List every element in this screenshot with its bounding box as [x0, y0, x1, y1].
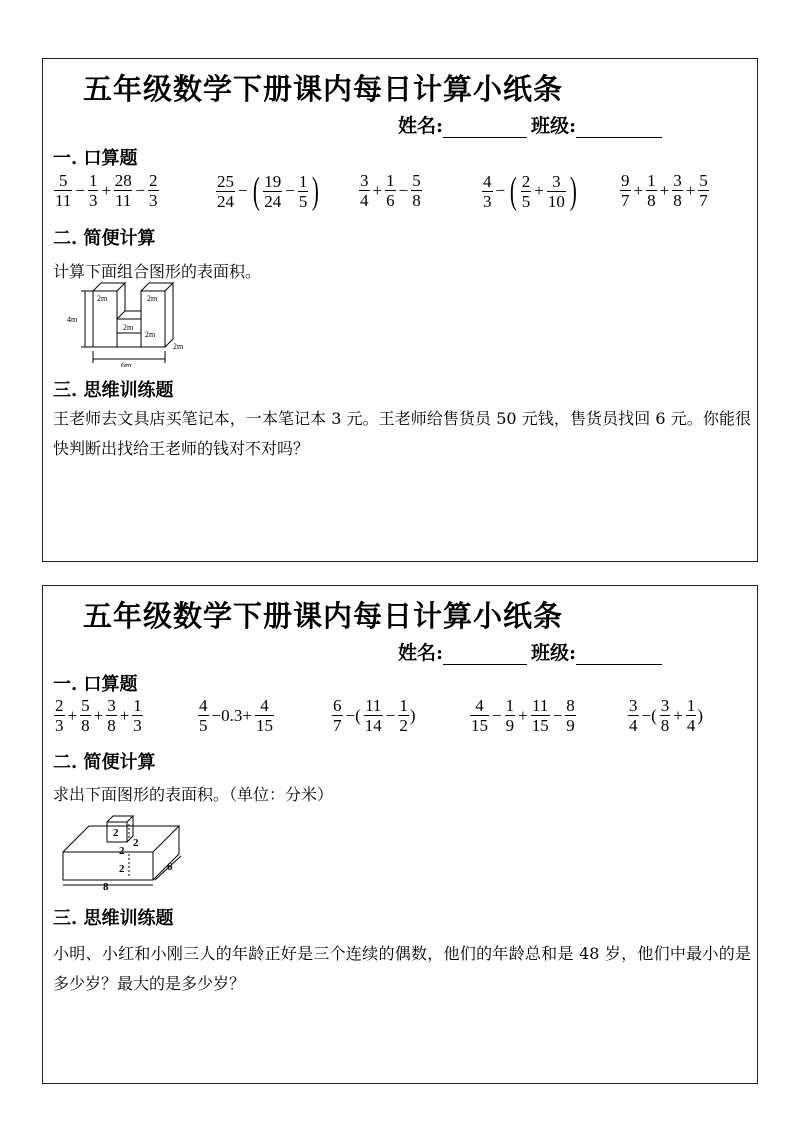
label-width: 8 — [103, 881, 109, 890]
card-title: 五年级数学下册课内每日计算小纸条 — [83, 599, 564, 633]
word-problem: 小明、小红和小刚三人的年龄正好是三个连续的偶数，他们的年龄总和是 48 岁，他们中最小的是多少岁？最大的是多少岁？ — [53, 944, 751, 993]
fraction: $\frac{28}{11}$ — [114, 171, 132, 210]
task-prompt: 计算下面组合图形的表面积。 — [53, 262, 262, 281]
fraction: $\frac{25}{24}$ — [217, 171, 234, 211]
fraction: $\frac{1}{3}$ — [88, 171, 98, 210]
label-middle: 2m — [123, 323, 134, 332]
expression-2: $\frac{25}{24}$ − ( $\frac{19}{24}$ − $\frac{1}{5}$ ) — [217, 170, 320, 212]
expression-4: $\frac{4}{3}$ − ( $\frac{2}{5}$ + $\frac{3}{10}$ ) — [483, 170, 577, 212]
class-label: 班级: — [531, 642, 577, 664]
expression-3: $\frac{6}{7}$ −( $\frac{11}{14}$ − $\frac{1}{2}$ ) — [333, 696, 416, 735]
label-a: 2 — [133, 837, 139, 849]
section-oral-calc: 一. 口算题 — [53, 148, 138, 169]
name-class-line — [398, 638, 662, 665]
name-class-line — [398, 111, 662, 138]
section-simplified-calc: 二. 简便计算 — [53, 752, 156, 773]
label-inner: 2m — [145, 330, 156, 339]
label-cube: 2 — [113, 827, 119, 839]
label-top-left: 2m — [97, 294, 108, 303]
fraction: $\frac{1}{6}$ — [386, 171, 395, 210]
expression-3: $\frac{3}{4}$ + $\frac{1}{6}$ − $\frac{5}{8}$ — [360, 171, 421, 210]
fraction: $\frac{3}{10}$ — [547, 171, 565, 211]
section-oral-calc: 一. 口算题 — [53, 674, 138, 695]
label-top-right: 2m — [147, 294, 158, 303]
expression-5: $\frac{9}{7}$ + $\frac{1}{8}$ + $\frac{3}{8}$ + $\frac{5}{7}$ — [621, 171, 708, 210]
section-thinking: 三. 思维训练题 — [53, 380, 174, 401]
word-problem: 王老师去文具店买笔记本，一本笔记本 3 元。王老师给售货员 50 元钱，售货员找回 6 元。你能很快判断出找给王老师的钱对不对吗？ — [53, 409, 751, 458]
label-c: 2 — [119, 863, 125, 875]
expression-1: $\frac{5}{11}$ − $\frac{1}{3}$ + $\frac{28}{11}$ − $\frac{2}{3}$ — [55, 171, 158, 210]
worksheet-card-2 — [42, 585, 758, 1084]
cuboid-with-cube-figure — [55, 812, 215, 890]
class-field[interactable] — [576, 119, 662, 138]
fraction: $\frac{2}{5}$ — [521, 171, 531, 211]
fraction: $\frac{1}{5}$ — [298, 171, 308, 211]
fraction: $\frac{2}{3}$ — [149, 171, 158, 210]
expression-2: $\frac{4}{5}$ −0.3+ $\frac{4}{15}$ — [199, 696, 273, 735]
section-simplified-calc: 二. 简便计算 — [53, 228, 156, 249]
fraction: $\frac{5}{8}$ — [412, 171, 421, 210]
fraction: $\frac{3}{8}$ — [673, 171, 682, 210]
label-depth: 2m — [173, 342, 184, 351]
name-label: 姓名: — [398, 115, 444, 137]
class-label: 班级: — [531, 115, 577, 137]
fraction: $\frac{1}{8}$ — [647, 171, 656, 210]
class-field[interactable] — [576, 646, 662, 665]
worksheet-card-1 — [42, 58, 758, 562]
expression-1: $\frac{2}{3}$ + $\frac{5}{8}$ + $\frac{3}{8}$ + $\frac{1}{3}$ — [55, 696, 142, 735]
fraction: $\frac{19}{24}$ — [264, 171, 282, 211]
name-field[interactable] — [443, 119, 527, 138]
task-prompt: 求出下面图形的表面积。（单位：分米） — [53, 785, 334, 804]
section-thinking: 三. 思维训练题 — [53, 908, 174, 929]
u-shape-prism-figure — [63, 277, 233, 367]
fraction: $\frac{4}{3}$ — [483, 171, 492, 211]
expression-5: $\frac{3}{4}$ −( $\frac{3}{8}$ + $\frac{1}{4}$ ) — [629, 696, 704, 735]
fraction: $\frac{9}{7}$ — [621, 171, 630, 210]
name-field[interactable] — [443, 646, 527, 665]
fraction: $\frac{5}{7}$ — [699, 171, 708, 210]
fraction: $\frac{3}{4}$ — [360, 171, 369, 210]
label-height: 4m — [67, 315, 78, 324]
card-title: 五年级数学下册课内每日计算小纸条 — [83, 72, 564, 106]
label-depth: 6 — [167, 861, 173, 873]
expression-4: $\frac{4}{15}$ − $\frac{1}{9}$ + $\frac{11}{15}$ − $\frac{8}{9}$ — [471, 696, 575, 735]
label-width: 6m — [121, 361, 132, 367]
name-label: 姓名: — [398, 642, 444, 664]
fraction: $\frac{5}{11}$ — [55, 171, 72, 210]
label-b: 2 — [119, 845, 125, 857]
